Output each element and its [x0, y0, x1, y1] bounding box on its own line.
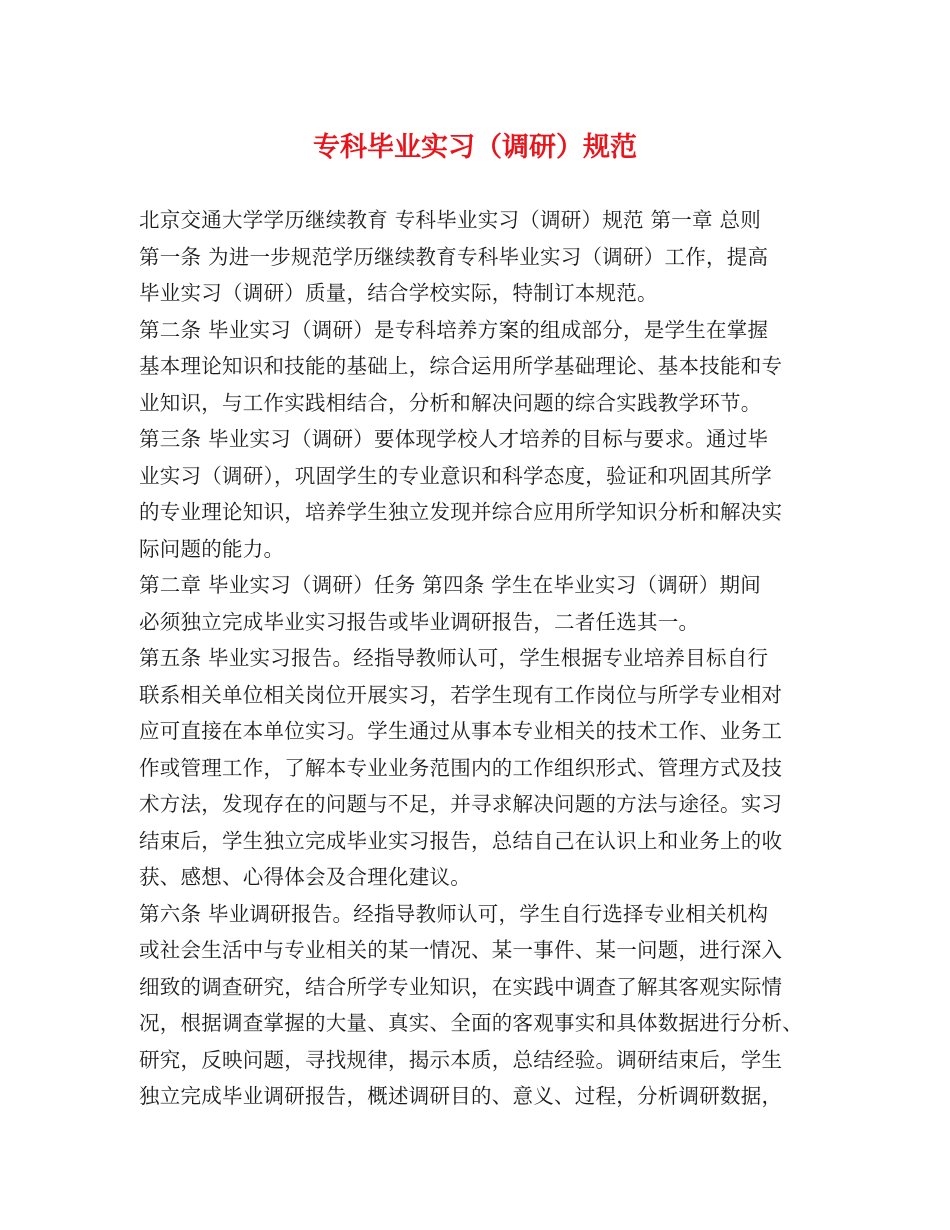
text-line: 应可直接在本单位实习。学生通过从事本专业相关的技术工作、业务工: [139, 719, 783, 743]
text-line: 结束后，学生独立完成毕业实习报告，总结自己在认识上和业务上的收: [139, 828, 783, 853]
text-line: 必须独立完成毕业实习报告或毕业调研报告，二者任选其一。: [139, 609, 700, 634]
text-line: 第一条 为进一步规范学历继续教育专科毕业实习（调研）工作，提高: [139, 244, 769, 269]
text-line: 况，根据调查掌握的大量、真实、全面的客观事实和具体数据进行分析、: [139, 1011, 803, 1035]
text-line: 第二条 毕业实习（调研）是专科培养方案的组成部分，是学生在掌握: [139, 317, 769, 342]
text-line: 第五条 毕业实习报告。经指导教师认可，学生根据专业培养目标自行: [139, 646, 769, 670]
text-line: 第六条 毕业调研报告。经指导教师认可，学生自行选择专业相关机构: [139, 901, 769, 926]
text-line: 获、感想、心得体会及合理化建议。: [139, 865, 471, 889]
text-line: 业知识，与工作实践相结合，分析和解决问题的综合实践教学环节。: [139, 390, 762, 415]
text-line: 第二章 毕业实习（调研）任务 第四条 学生在毕业实习（调研）期间: [139, 573, 762, 597]
text-line: 第三条 毕业实习（调研）要体现学校人才培养的目标与要求。通过毕: [139, 427, 769, 451]
text-line: 毕业实习（调研）质量，结合学校实际，特制订本规范。: [139, 281, 658, 305]
text-line: 细致的调查研究，结合所学专业知识，在实践中调查了解其客观实际情: [139, 974, 783, 999]
text-line: 或社会生活中与专业相关的某一情况、某一事件、某一问题，进行深入: [139, 938, 783, 962]
document-body: [139, 202, 829, 1115]
text-line: 联系相关单位相关岗位开展实习，若学生现有工作岗位与所学专业相对: [139, 682, 783, 707]
text-line: 作或管理工作，了解本专业业务范围内的工作组织形式、管理方式及技: [139, 755, 783, 780]
text-line: 际问题的能力。: [139, 536, 285, 561]
text-line: 独立完成毕业调研报告，概述调研目的、意义、过程，分析调研数据，: [139, 1084, 783, 1108]
text-line: 业实习（调研），巩固学生的专业意识和科学态度，验证和巩固其所学: [139, 463, 772, 488]
document-title: 专科毕业实习（调研）规范: [313, 132, 637, 163]
text-line: 的专业理论知识，培养学生独立发现并综合应用所学知识分析和解决实: [139, 500, 783, 524]
text-line: 术方法，发现存在的问题与不足，并寻求解决问题的方法与途径。实习: [139, 792, 783, 816]
text-line: 研究，反映问题，寻找规律，揭示本质，总结经验。调研结束后，学生: [139, 1047, 783, 1072]
text-line: 北京交通大学学历继续教育 专科毕业实习（调研）规范 第一章 总则: [139, 208, 762, 232]
text-line: 基本理论知识和技能的基础上，综合运用所学基础理论、基本技能和专: [139, 354, 783, 378]
